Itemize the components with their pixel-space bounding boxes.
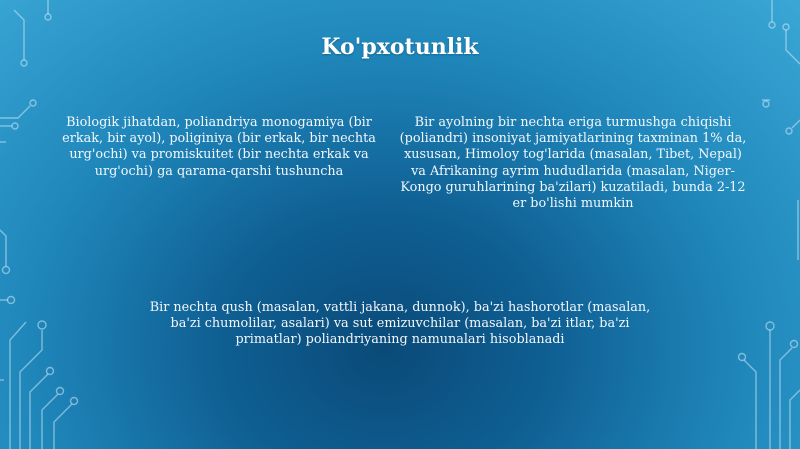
slide-title: Ko'pxotunlik	[321, 34, 479, 60]
bottom-paragraph: Bir nechta qush (masalan, vattli jakana, dunnok), ba'zi hashorotlar (masalan, ba'zi chumolilar, asalari) va sut emizuvchilar (masalan, ba'zi itlar, ba'zi primatlar) poliandriyaning namunalari hisoblanadi	[149, 300, 651, 348]
left-paragraph: Biologik jihatdan, poliandriya monogamiya (bir erkak, bir ayol), poliginiya (bir erkak, bir nechta urg'ochi) va promiskuitet (bir nechta erkak va urg'ochi) ga qarama-qarshi tushuncha	[62, 115, 376, 179]
right-paragraph: Bir ayolning bir nechta eriga turmushga chiqishi (poliandri) insoniyat jamiyatlarining taxminan 1% da, xususan, Himoloy tog'larida (masalan, Tibet, Nepal) va Afrikaning ayrim hududlarida (masalan, Niger-Kongo guruhlarining ba'zilari) kuzatiladi, bunda 2-12 er bo'lishi mumkin	[399, 115, 747, 212]
